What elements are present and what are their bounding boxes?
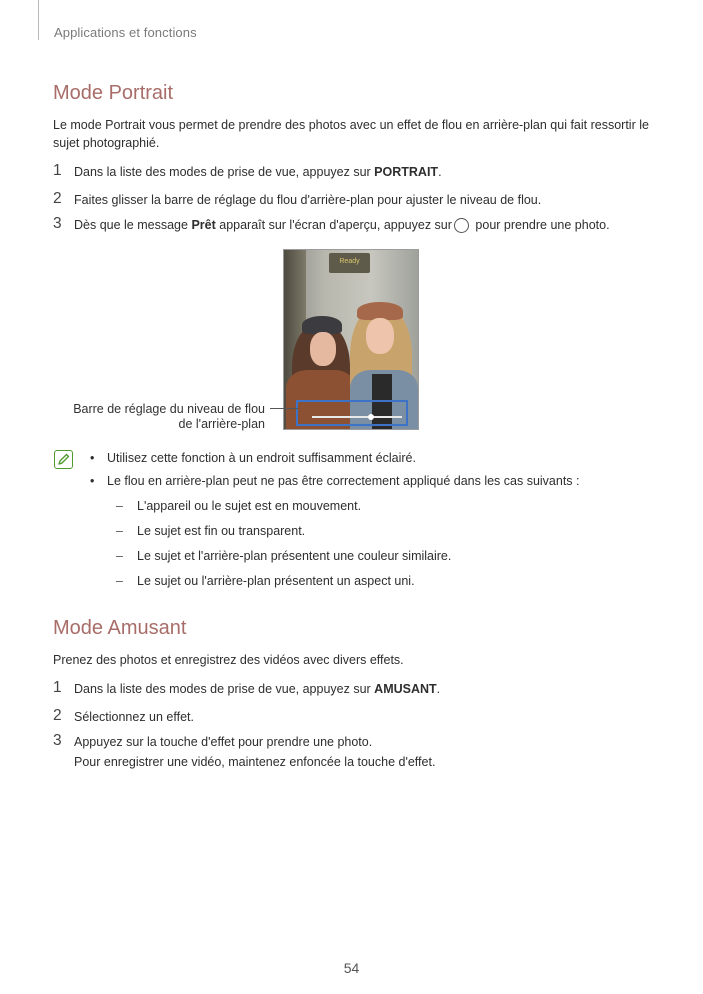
section-title-portrait: Mode Portrait <box>53 82 174 104</box>
step-number: 1 <box>53 679 62 696</box>
step-text: Sélectionnez un effet. <box>74 710 194 724</box>
header-rule <box>38 0 39 40</box>
portrait-intro: Le mode Portrait vous permet de prendre des photos avec un effet de flou en arrière-plan qui fait ressortir le sujet photographié. <box>53 118 649 150</box>
step-text: Appuyez sur la touche d'effet pour prendre une photo. <box>74 735 373 749</box>
step-number: 2 <box>53 190 62 207</box>
ready-badge: Ready <box>329 253 370 273</box>
step-number: 1 <box>53 162 62 179</box>
section-title-amusant: Mode Amusant <box>53 617 187 639</box>
note-icon <box>54 450 73 469</box>
step-number: 3 <box>53 215 62 232</box>
callout-line <box>270 408 298 409</box>
blur-slider-callout: Barre de réglage du niveau de flou de l'arrière-plan <box>73 402 265 431</box>
page-number: 54 <box>343 960 360 976</box>
step-number: 3 <box>53 732 62 749</box>
step-text: Pour enregistrer une vidéo, maintenez enfoncée la touche d'effet. <box>74 755 436 769</box>
step-text: Dans la liste des modes de prise de vue, appuyez sur AMUSANT. <box>74 682 441 696</box>
running-header: Applications et fonctions <box>54 25 197 40</box>
amusant-intro: Prenez des photos et enregistrez des vidéos avec divers effets. <box>53 653 404 667</box>
blur-slider-track[interactable] <box>312 416 402 418</box>
blur-slider-highlight <box>296 400 408 426</box>
step-text: Faites glisser la barre de réglage du flou d'arrière-plan pour ajuster le niveau de flou. <box>74 193 542 207</box>
step-text: Dans la liste des modes de prise de vue, appuyez sur PORTRAIT. <box>74 165 442 179</box>
blur-slider-handle[interactable] <box>368 414 374 420</box>
step-text: Dès que le message Prêt apparaît sur l'écran d'aperçu, appuyez sur pour prendre une photo. <box>74 218 610 232</box>
shutter-button-icon <box>454 218 469 233</box>
step-number: 2 <box>53 707 62 724</box>
portrait-preview-image <box>283 249 419 430</box>
